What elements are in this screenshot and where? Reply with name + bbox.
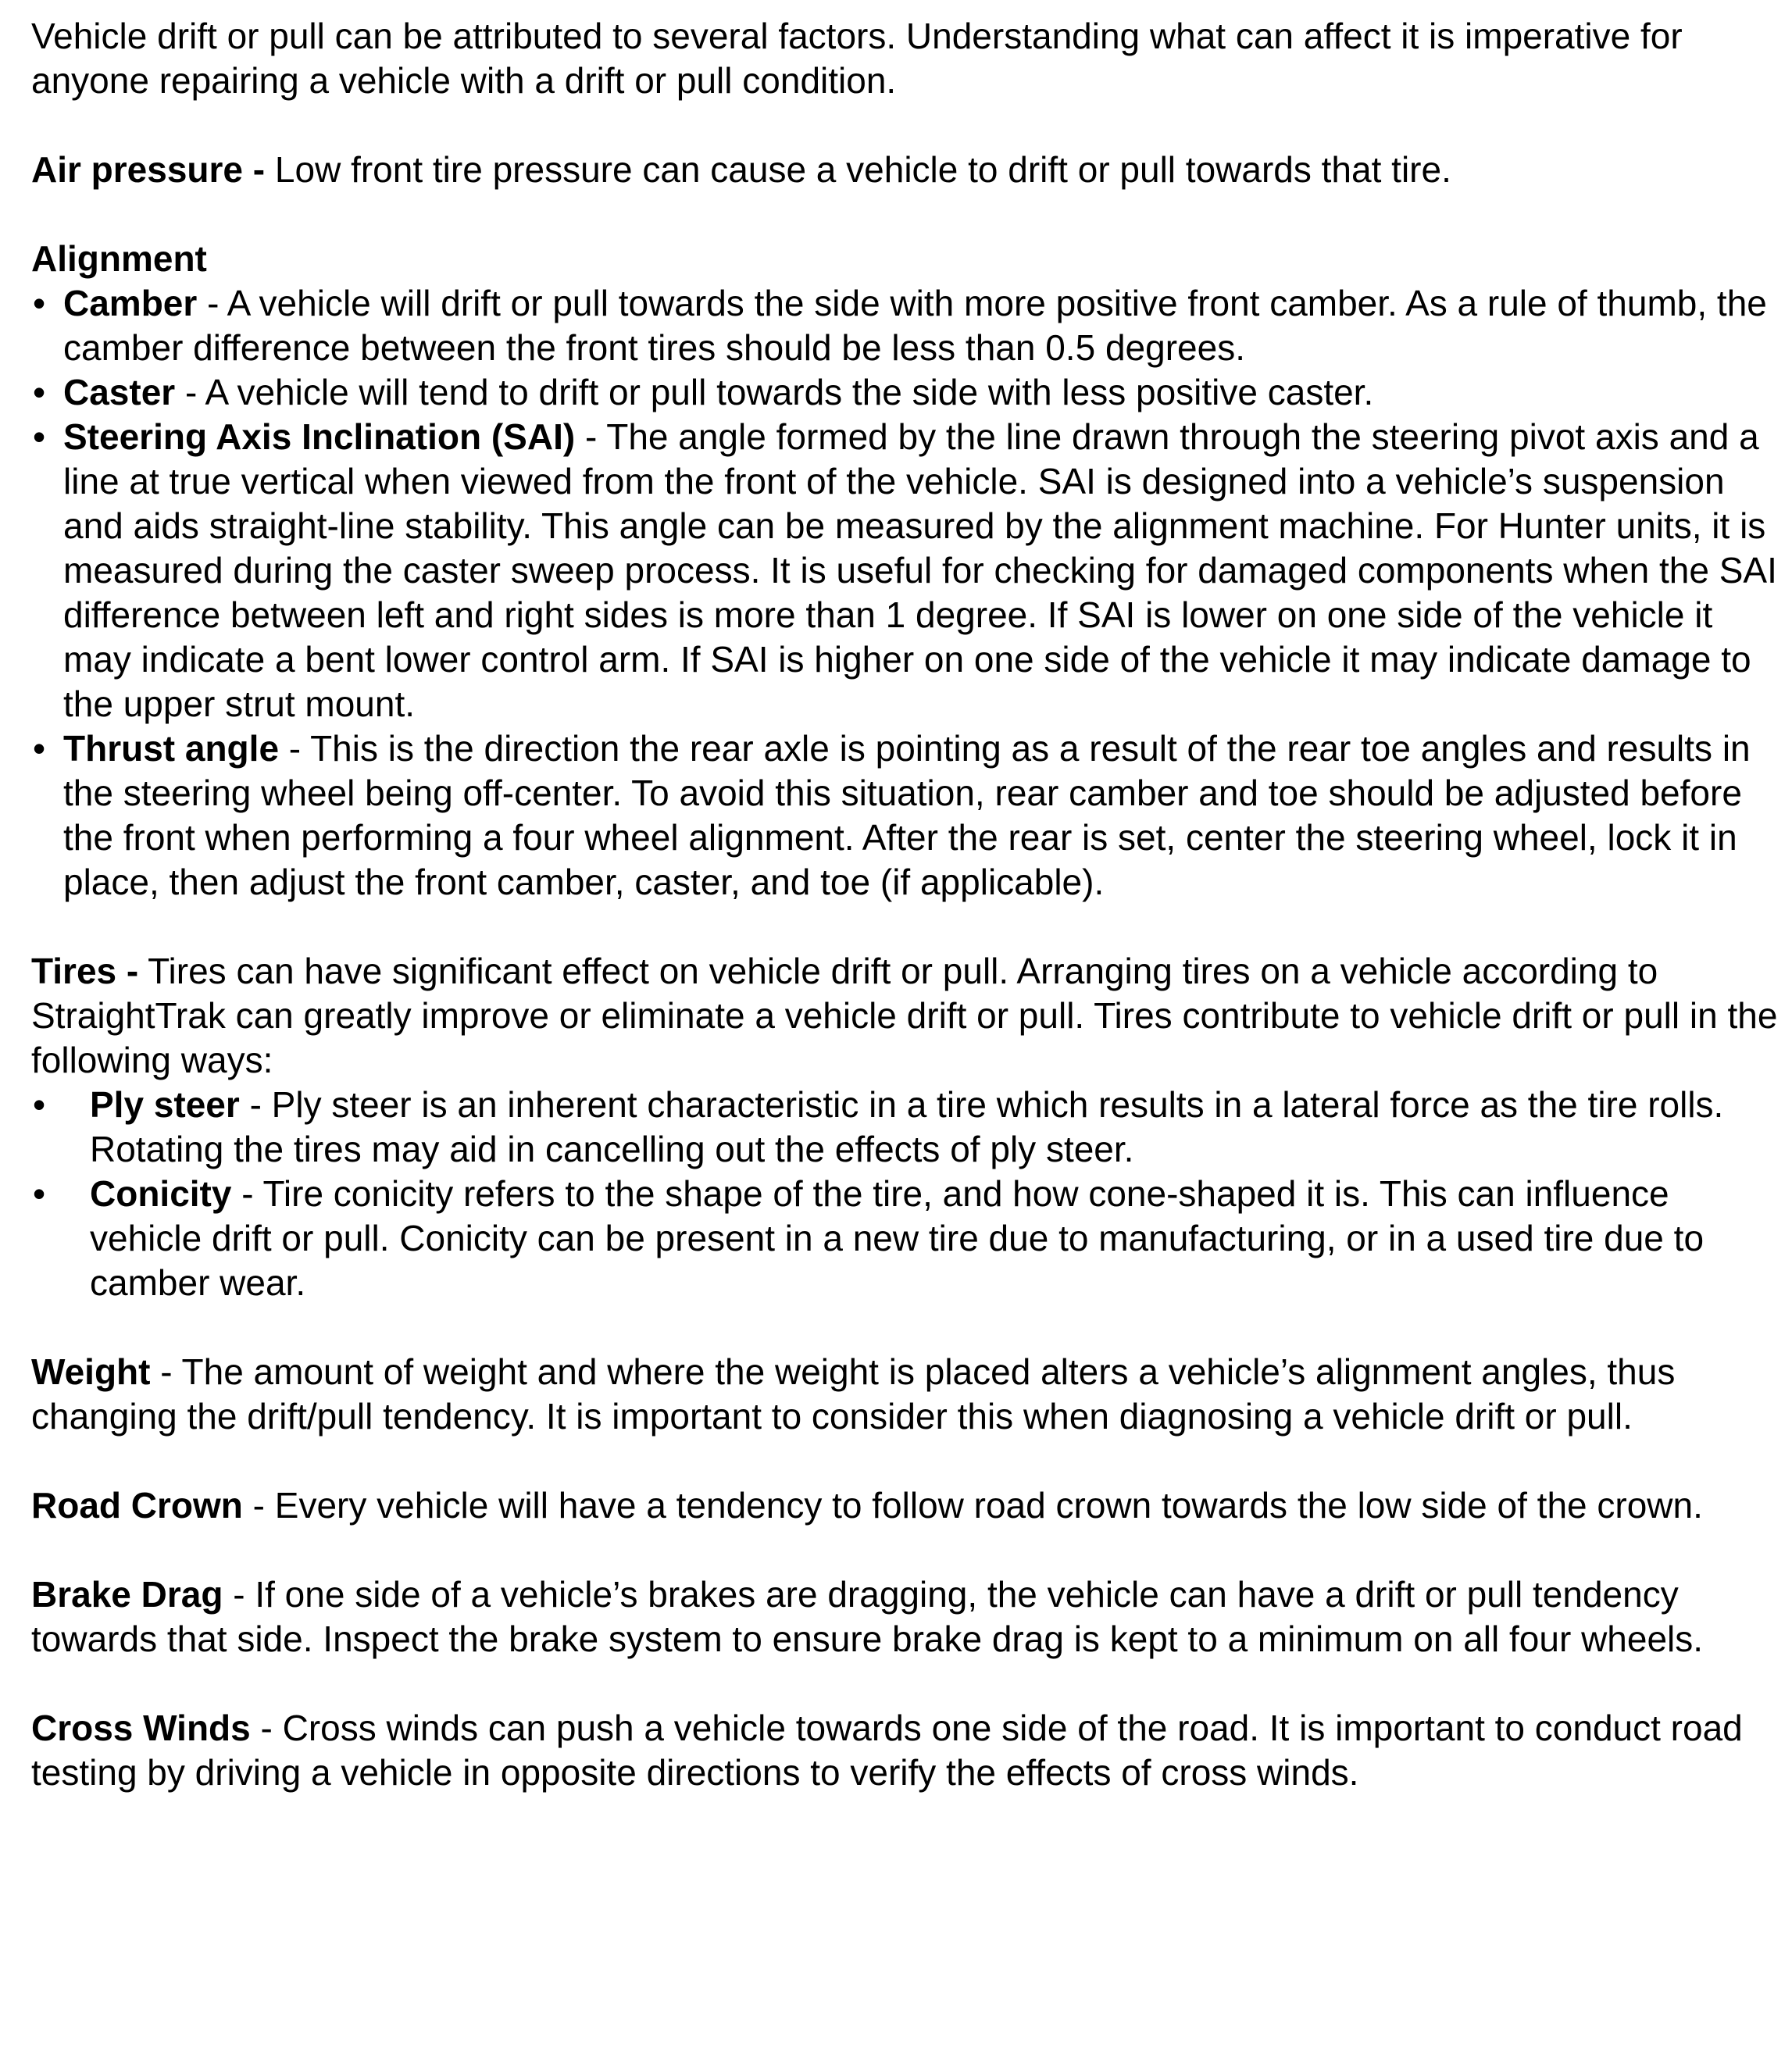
tires-item-conicity xyxy=(31,1172,1781,1305)
air-pressure-paragraph xyxy=(31,148,1781,192)
cross-winds-paragraph xyxy=(31,1706,1781,1795)
brake-drag-heading: Brake Drag xyxy=(31,1574,223,1615)
brake-drag-paragraph xyxy=(31,1572,1781,1661)
weight-text: - The amount of weight and where the weight is placed alters a vehicle’s alignment angles, thus changing the drift/pull tendency. It is important to consider this when diagnosing a vehicle drift or pull. xyxy=(31,1351,1676,1437)
road-crown-paragraph xyxy=(31,1483,1781,1528)
cross-winds-text: - Cross winds can push a vehicle towards one side of the road. It is important to conduct road testing by driving a vehicle in opposite directions to verify the effects of cross winds. xyxy=(31,1708,1743,1793)
spacer xyxy=(31,1439,1781,1483)
intro-paragraph: Vehicle drift or pull can be attributed to several factors. Understanding what can affect it is imperative for anyone repairing a vehicle with a drift or pull condition. xyxy=(31,16,1683,101)
alignment-list xyxy=(31,281,1781,905)
caster-term: Caster xyxy=(63,372,176,412)
weight-paragraph xyxy=(31,1350,1781,1439)
spacer xyxy=(31,1661,1781,1706)
alignment-item-camber xyxy=(31,281,1781,370)
air-pressure-heading: Air pressure - xyxy=(31,149,266,190)
tires-paragraph xyxy=(31,949,1781,1083)
spacer xyxy=(31,192,1781,237)
conicity-text: - Tire conicity refers to the shape of the tire, and how cone-shaped it is. This can influence vehicle drift or pull. Conicity can be present in a new tire due to manufacturing, or in a used tire due to camber wear. xyxy=(90,1173,1705,1303)
thrust-angle-text: - This is the direction the rear axle is pointing as a result of the rear toe angles and results in the steering wheel being off-center. To avoid this situation, rear camber and toe should be adjusted before the front when performing a four wheel alignment. After the rear is set, center the steering wheel, lock it in place, then adjust the front camber, caster, and toe (if applicable). xyxy=(63,728,1751,902)
alignment-heading: Alignment xyxy=(31,238,207,279)
conicity-term: Conicity xyxy=(90,1173,232,1214)
camber-text: - A vehicle will drift or pull towards the side with more positive front camber. As a rule of thumb, the camber difference between the front tires should be less than 0.5 degrees. xyxy=(63,283,1767,368)
spacer xyxy=(31,905,1781,949)
road-crown-text: - Every vehicle will have a tendency to follow road crown towards the low side of the crown. xyxy=(242,1485,1703,1526)
tires-list xyxy=(31,1083,1781,1305)
sai-term: Steering Axis Inclination (SAI) xyxy=(63,416,576,457)
camber-term: Camber xyxy=(63,283,198,323)
alignment-item-thrust-angle xyxy=(31,726,1781,905)
tires-item-ply-steer xyxy=(31,1083,1781,1172)
ply-steer-text: - Ply steer is an inherent characteristic in a tire which results in a lateral force as the tire rolls. Rotating the tires may aid in cancelling out the effects of ply steer. xyxy=(90,1084,1724,1169)
alignment-item-sai xyxy=(31,415,1781,726)
air-pressure-text: Low front tire pressure can cause a vehicle to drift or pull towards that tire. xyxy=(265,149,1451,190)
ply-steer-term: Ply steer xyxy=(90,1084,240,1125)
spacer xyxy=(31,1305,1781,1350)
tires-heading: Tires - xyxy=(31,951,139,991)
cross-winds-heading: Cross Winds xyxy=(31,1708,251,1748)
tires-text: Tires can have significant effect on vehicle drift or pull. Arranging tires on a vehicle according to StraightTrak can greatly improve or eliminate a vehicle drift or pull. Tires contribute to vehicle drift or pull in the following ways: xyxy=(31,951,1778,1080)
document-page xyxy=(31,14,1781,1795)
weight-heading: Weight xyxy=(31,1351,151,1392)
brake-drag-text: - If one side of a vehicle’s brakes are dragging, the vehicle can have a drift or pull tendency towards that side. Inspect the brake system to ensure brake drag is kept to a minimum on all four wheels. xyxy=(31,1574,1704,1659)
alignment-item-caster xyxy=(31,370,1781,415)
road-crown-heading: Road Crown xyxy=(31,1485,243,1526)
thrust-angle-term: Thrust angle xyxy=(63,728,280,769)
caster-text: - A vehicle will tend to drift or pull towards the side with less positive caster. xyxy=(175,372,1374,412)
spacer xyxy=(31,1528,1781,1572)
sai-text: - The angle formed by the line drawn through the steering pivot axis and a line at true vertical when viewed from the front of the vehicle. SAI is designed into a vehicle’s suspension and aids straight-line stability. This angle can be measured by the alignment machine. For Hunter units, it is measured during the caster sweep process. It is useful for checking for damaged components when the SAI difference between left and right sides is more than 1 degree. If SAI is lower on one side of the vehicle it may indicate a bent lower control arm. If SAI is higher on one side of the vehicle it may indicate damage to the upper strut mount. xyxy=(63,416,1777,724)
spacer xyxy=(31,103,1781,148)
